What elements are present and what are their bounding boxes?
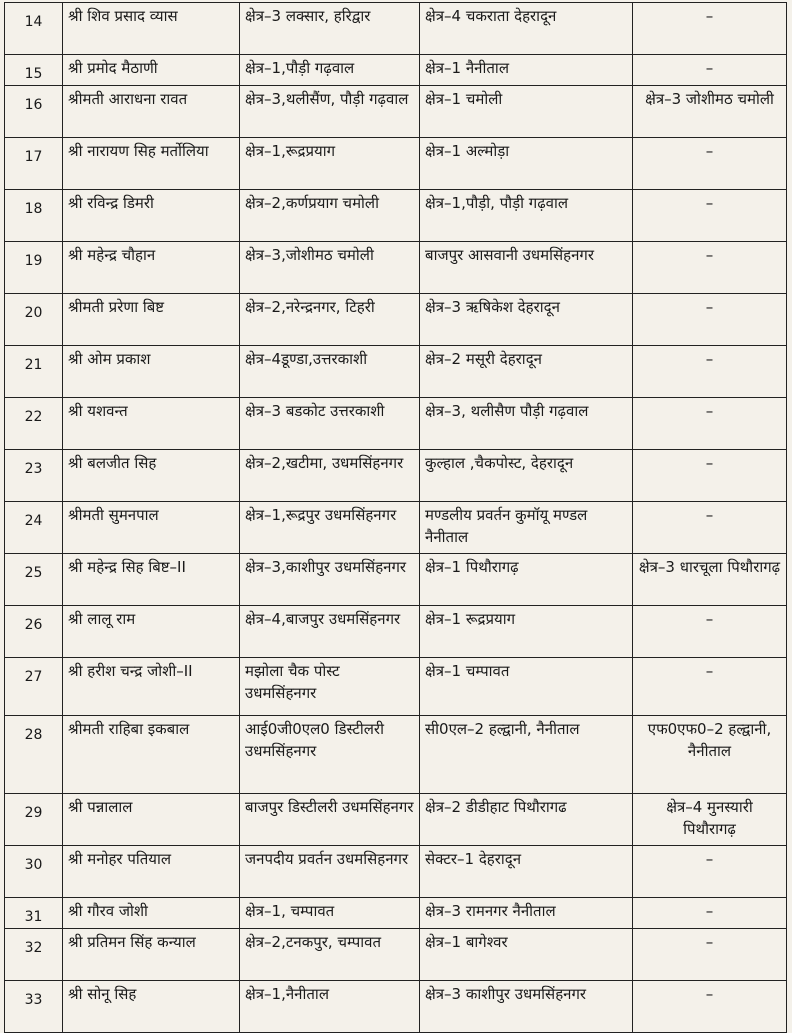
current-posting-cell: क्षेत्र–2,टनकपुर, चम्पावत bbox=[240, 929, 420, 981]
additional-charge-cell: क्षेत्र–4 मुनस्यारी पिथौरागढ़ bbox=[633, 794, 787, 846]
transfer-table-body bbox=[5, 3, 787, 1033]
serial-number-cell: 14 bbox=[5, 3, 63, 55]
current-posting-cell: क्षेत्र–1,पौड़ी गढ़वाल bbox=[240, 55, 420, 86]
current-posting-cell: क्षेत्र–3 बडकोट उत्तरकाशी bbox=[240, 398, 420, 450]
additional-charge-cell: – bbox=[633, 55, 787, 86]
serial-number-cell: 20 bbox=[5, 294, 63, 346]
employee-name-cell: श्री यशवन्त bbox=[63, 398, 240, 450]
current-posting-cell: क्षेत्र–1,नैनीताल bbox=[240, 981, 420, 1033]
table-row bbox=[5, 794, 787, 846]
additional-charge-cell: – bbox=[633, 981, 787, 1033]
serial-number-cell: 21 bbox=[5, 346, 63, 398]
new-posting-cell: क्षेत्र–1,पौड़ी, पौड़ी गढ़वाल bbox=[420, 190, 633, 242]
transfer-table bbox=[4, 2, 787, 1033]
serial-number-cell: 25 bbox=[5, 554, 63, 606]
new-posting-cell: क्षेत्र–2 डीडीहाट पिथौरागढ bbox=[420, 794, 633, 846]
current-posting-cell: जनपदीय प्रवर्तन उधमसिहनगर bbox=[240, 846, 420, 898]
employee-name-cell: श्री प्रमोद मैठाणी bbox=[63, 55, 240, 86]
employee-name-cell: श्री मनोहर पतियाल bbox=[63, 846, 240, 898]
table-row bbox=[5, 190, 787, 242]
new-posting-cell: क्षेत्र–1 अल्मोड़ा bbox=[420, 138, 633, 190]
additional-charge-cell: – bbox=[633, 242, 787, 294]
new-posting-cell: मण्डलीय प्रवर्तन कुमॉयू मण्डल नैनीताल bbox=[420, 502, 633, 554]
table-row bbox=[5, 242, 787, 294]
employee-name-cell: श्री पन्नालाल bbox=[63, 794, 240, 846]
serial-number-cell: 33 bbox=[5, 981, 63, 1033]
employee-name-cell: श्री गौरव जोशी bbox=[63, 898, 240, 929]
new-posting-cell: क्षेत्र–3 काशीपुर उधमसिंहनगर bbox=[420, 981, 633, 1033]
serial-number-cell: 17 bbox=[5, 138, 63, 190]
table-row bbox=[5, 55, 787, 86]
table-row bbox=[5, 502, 787, 554]
serial-number-cell: 19 bbox=[5, 242, 63, 294]
table-row bbox=[5, 898, 787, 929]
current-posting-cell: क्षेत्र–2,कर्णप्रयाग चमोली bbox=[240, 190, 420, 242]
table-row bbox=[5, 3, 787, 55]
new-posting-cell: कुल्हाल ,चैकपोस्ट, देहरादून bbox=[420, 450, 633, 502]
current-posting-cell: क्षेत्र–3 लक्सार, हरिद्वार bbox=[240, 3, 420, 55]
current-posting-cell: क्षेत्र–3,काशीपुर उधमसिंहनगर bbox=[240, 554, 420, 606]
new-posting-cell: क्षेत्र–4 चकराता देहरादून bbox=[420, 3, 633, 55]
current-posting-cell: क्षेत्र–1,रूद्रप्रयाग bbox=[240, 138, 420, 190]
new-posting-cell: क्षेत्र–3 रामनगर नैनीताल bbox=[420, 898, 633, 929]
additional-charge-cell: क्षेत्र–3 जोशीमठ चमोली bbox=[633, 86, 787, 138]
employee-name-cell: श्री नारायण सिह मर्तोलिया bbox=[63, 138, 240, 190]
table-row bbox=[5, 450, 787, 502]
current-posting-cell: क्षेत्र–3,जोशीमठ चमोली bbox=[240, 242, 420, 294]
new-posting-cell: सी0एल–2 हल्द्वानी, नैनीताल bbox=[420, 716, 633, 794]
table-row bbox=[5, 398, 787, 450]
table-row bbox=[5, 658, 787, 716]
additional-charge-cell: – bbox=[633, 346, 787, 398]
current-posting-cell: क्षेत्र–2,खटीमा, उधमसिंहनगर bbox=[240, 450, 420, 502]
new-posting-cell: क्षेत्र–1 नैनीताल bbox=[420, 55, 633, 86]
serial-number-cell: 24 bbox=[5, 502, 63, 554]
table-row bbox=[5, 346, 787, 398]
new-posting-cell: क्षेत्र–1 चम्पावत bbox=[420, 658, 633, 716]
serial-number-cell: 30 bbox=[5, 846, 63, 898]
employee-name-cell: श्री शिव प्रसाद व्यास bbox=[63, 3, 240, 55]
serial-number-cell: 16 bbox=[5, 86, 63, 138]
employee-name-cell: श्री बलजीत सिह bbox=[63, 450, 240, 502]
new-posting-cell: क्षेत्र–1 पिथौरागढ़ bbox=[420, 554, 633, 606]
serial-number-cell: 29 bbox=[5, 794, 63, 846]
new-posting-cell: बाजपुर आसवानी उधमसिंहनगर bbox=[420, 242, 633, 294]
additional-charge-cell: – bbox=[633, 138, 787, 190]
additional-charge-cell: – bbox=[633, 190, 787, 242]
table-row bbox=[5, 554, 787, 606]
additional-charge-cell: – bbox=[633, 3, 787, 55]
employee-name-cell: श्री प्रतिमन सिंह कन्याल bbox=[63, 929, 240, 981]
table-row bbox=[5, 929, 787, 981]
additional-charge-cell: – bbox=[633, 898, 787, 929]
table-row bbox=[5, 138, 787, 190]
current-posting-cell: क्षेत्र–4,बाजपुर उधमसिंहनगर bbox=[240, 606, 420, 658]
additional-charge-cell: – bbox=[633, 294, 787, 346]
employee-name-cell: श्री ओम प्रकाश bbox=[63, 346, 240, 398]
serial-number-cell: 23 bbox=[5, 450, 63, 502]
current-posting-cell: मझोला चैक पोस्ट उधमसिंहनगर bbox=[240, 658, 420, 716]
current-posting-cell: आई0जी0एल0 डिस्टीलरी उधमसिंहनगर bbox=[240, 716, 420, 794]
employee-name-cell: श्री लालू राम bbox=[63, 606, 240, 658]
employee-name-cell: श्री महेन्द्र सिह बिष्ट–II bbox=[63, 554, 240, 606]
additional-charge-cell: – bbox=[633, 846, 787, 898]
current-posting-cell: क्षेत्र–3,थलीसैंण, पौड़ी गढ़वाल bbox=[240, 86, 420, 138]
additional-charge-cell: – bbox=[633, 658, 787, 716]
serial-number-cell: 22 bbox=[5, 398, 63, 450]
current-posting-cell: क्षेत्र–2,नरेन्द्रनगर, टिहरी bbox=[240, 294, 420, 346]
new-posting-cell: क्षेत्र–3, थलीसैण पौड़ी गढ़वाल bbox=[420, 398, 633, 450]
employee-name-cell: श्रीमती राहिबा इकबाल bbox=[63, 716, 240, 794]
table-row bbox=[5, 606, 787, 658]
serial-number-cell: 28 bbox=[5, 716, 63, 794]
employee-name-cell: श्री सोनू सिह bbox=[63, 981, 240, 1033]
table-row bbox=[5, 716, 787, 794]
new-posting-cell: क्षेत्र–1 चमोली bbox=[420, 86, 633, 138]
current-posting-cell: बाजपुर डिस्टीलरी उधमसिंहनगर bbox=[240, 794, 420, 846]
current-posting-cell: क्षेत्र–1,रूद्रपुर उधमसिंहनगर bbox=[240, 502, 420, 554]
employee-name-cell: श्रीमती प्ररेणा बिष्ट bbox=[63, 294, 240, 346]
employee-name-cell: श्री रविन्द्र डिमरी bbox=[63, 190, 240, 242]
serial-number-cell: 15 bbox=[5, 55, 63, 86]
additional-charge-cell: – bbox=[633, 398, 787, 450]
additional-charge-cell: एफ0एफ0–2 हल्द्वानी, नैनीताल bbox=[633, 716, 787, 794]
serial-number-cell: 27 bbox=[5, 658, 63, 716]
additional-charge-cell: – bbox=[633, 929, 787, 981]
serial-number-cell: 18 bbox=[5, 190, 63, 242]
table-row bbox=[5, 981, 787, 1033]
new-posting-cell: क्षेत्र–3 ऋषिकेश देहरादून bbox=[420, 294, 633, 346]
current-posting-cell: क्षेत्र–4डूण्डा,उत्तरकाशी bbox=[240, 346, 420, 398]
new-posting-cell: क्षेत्र–1 बागेश्वर bbox=[420, 929, 633, 981]
employee-name-cell: श्री महेन्द्र चौहान bbox=[63, 242, 240, 294]
employee-name-cell: श्री हरीश चन्द्र जोशी–II bbox=[63, 658, 240, 716]
additional-charge-cell: – bbox=[633, 606, 787, 658]
table-row bbox=[5, 846, 787, 898]
new-posting-cell: सेक्टर–1 देहरादून bbox=[420, 846, 633, 898]
additional-charge-cell: – bbox=[633, 502, 787, 554]
employee-name-cell: श्रीमती सुमनपाल bbox=[63, 502, 240, 554]
new-posting-cell: क्षेत्र–2 मसूरी देहरादून bbox=[420, 346, 633, 398]
additional-charge-cell: क्षेत्र–3 धारचूला पिथौरागढ़ bbox=[633, 554, 787, 606]
serial-number-cell: 31 bbox=[5, 898, 63, 929]
serial-number-cell: 26 bbox=[5, 606, 63, 658]
table-row bbox=[5, 294, 787, 346]
employee-name-cell: श्रीमती आराधना रावत bbox=[63, 86, 240, 138]
new-posting-cell: क्षेत्र–1 रूद्रप्रयाग bbox=[420, 606, 633, 658]
serial-number-cell: 32 bbox=[5, 929, 63, 981]
current-posting-cell: क्षेत्र–1, चम्पावत bbox=[240, 898, 420, 929]
table-row bbox=[5, 86, 787, 138]
additional-charge-cell: – bbox=[633, 450, 787, 502]
